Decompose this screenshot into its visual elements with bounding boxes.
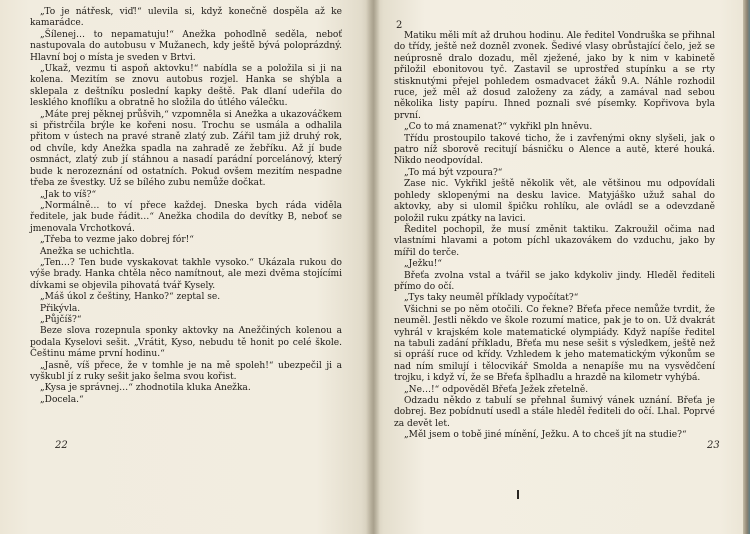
- paragraph: Beze slova rozepnula sponky aktovky na Anežčiných kolenou a podala Kyselovi sešit. „Vrátit, Kyso, nebudu tě honit po celé škole. Češtinu máme první hodinu.“: [30, 326, 342, 360]
- right-page-text: [394, 31, 715, 442]
- page-number-left: 22: [55, 440, 68, 451]
- paragraph: Ředitel pochopil, že musí změnit taktiku. Zakroužil očima nad vlastními hlavami a potom píchl ukazovákem do vzduchu, jako by mířil do terče.: [394, 224, 715, 258]
- paragraph: „Normálně… to ví přece každej. Dneska bych ráda viděla ředitele, jak bude řádit…“ Anežka chodila do devítky B, neboť se jmenovala Vrchotková.: [30, 200, 342, 234]
- paragraph: „Měl jsem o tobě jiné mínění, Ježku. A to chceš jít na studie?“: [404, 430, 687, 441]
- paragraph: Přikývla.: [40, 303, 81, 314]
- paragraph: Břeťa zvolna vstal a tvářil se jako kdykoliv jindy. Hleděl řediteli přímo do očí.: [394, 270, 715, 292]
- page-number-right: 23: [707, 440, 720, 451]
- paragraph: „Ne…!“ odpověděl Břeťa Ježek zřetelně.: [404, 384, 589, 395]
- paragraph: Zase nic. Vykřikl ještě několik vět, ale většinou mu odpovídali pohledy sklopenými na desku lavice. Matyjáško užuž sahal do aktovky, aby si ulomil špičku rohlíku, ale ovládl se a odevzdaně položil ruku zpátky na lavici.: [394, 179, 715, 224]
- paragraph: „Kysa je správnej…“ zhodnotila kluka Anežka.: [40, 383, 251, 394]
- paragraph: „Třeba to vezme jako dobrej fór!“: [40, 235, 194, 246]
- ink-speck: [517, 490, 519, 499]
- left-page-text: [30, 7, 342, 406]
- paragraph: „Ukaž, vezmu ti aspoň aktovku!“ nabídla se a položila si ji na kolena. Mezitím se znovu autobus rozjel. Hanka se shýbla a sklepala z deštníku poslední kapky deště. Pak dlaní udeřila do lesklého knoflíku a obratně ho složila do útlého válečku.: [30, 64, 342, 109]
- paragraph: „To je nátřesk, viď!“ ulevila si, když konečně dospěla až ke kamarádce.: [30, 7, 342, 29]
- paragraph: „Máš úkol z češtiny, Hanko?“ zeptal se.: [40, 292, 221, 303]
- paragraph: „Šílenej… to nepamatuju!“ Anežka pohodlně seděla, neboť nastupovala do autobusu v Mužanech, kdy ještě bývá poloprázdný. Hlavní boj o místa je sveden v Brtvi.: [30, 29, 342, 63]
- paragraph: Třídu prostoupilo takové ticho, že i zavřenými okny slyšeli, jak o patro níž sborově recitují básničku o Alence a autě, které houká. Nikdo neodpovídal.: [394, 133, 715, 167]
- paragraph: „Tys taky neuměl příklady vypočítat?“: [404, 293, 579, 304]
- paragraph: Matiku měli mít až druhou hodinu. Ale ředitel Vondruška se přihnal do třídy, ještě než dozněl zvonek. Šedivé vlasy obrůstající čelo, jež se neúprosně dralo dozadu, měl zježené, jako by k nim v kabinetě přiložil ebonitovou tyč. Zastavil se uprostřed stupínku a se rty stisknutými přejel pohledem osmadvacet žáků 9.A. Náhle rozhodil ruce, jež měl až dosud založeny za zády, a zamával nad sebou několika listy papíru. Ihned poznali své písemky. Kopřivova byla první.: [394, 31, 715, 121]
- paragraph: „To má být vzpoura?“: [404, 167, 503, 178]
- paragraph: „Docela.“: [40, 394, 84, 405]
- paragraph: „Jasně, víš přece, že v tomhle je na mě spoleh!“ ubezpečil ji a vyškubl jí z ruky sešit jako šelma svou kořist.: [30, 360, 342, 382]
- paragraph: „Půjčíš?“: [40, 314, 82, 325]
- paragraph: Odzadu někdo z tabulí se přehnal šumivý vánek uznání. Břeťa je dobrej. Bez pobídnutí usedl a stále hleděl řediteli do očí. Lhal. Poprvé za devět let.: [394, 396, 715, 429]
- paragraph: „Ježku!“: [404, 259, 443, 270]
- paragraph: „Máte prej pěknej průšvih,“ vzpomněla si Anežka a ukazováčkem si přistrčila brýle ke kořeni nosu. Trochu se usmála a odhalila přitom v ústech na pravé straně zlatý zub. Zářil tam již druhý rok, od chvíle, kdy Anežka spadla na zahradě ze žebříku. Až jí bude osmnáct, zlatý zub jí stáhnou a nasadí parádní porcelánový, který bude k nerozeznání od ostatních. Pokud ovšem mezitím nespadne třeba ze švestky. Už se bílého zubu nemůže dočkat.: [30, 109, 342, 189]
- paragraph: Anežka se uchichtla.: [40, 246, 135, 257]
- paragraph: Všichni se po něm otočili. Co řekne? Břeťa přece nemůže tvrdit, že neuměl. Jestli někdo ve škole rozumí matice, pak je to on. Už dvakrát vyhrál v krajském kole matematické olympiády. Když napíše ředitel na tabuli zadání příkladu, Břeťa mu nese sešit s výsledkem, ještě než si opráší ruce od křídy. Vzhledem k jeho matematickým výkonům se nad ním smilují i tělocvikář Smolda a nenapíše mu na vysvědčení trojku, i když ví, že se Břeťa šplhadlu a hrazdě na kilometr vyhýbá.: [394, 304, 715, 384]
- paragraph: „Ten…? Ten bude vyskakovat takhle vysoko.“ Ukázala rukou do výše brady. Hanka chtěla něco namítnout, ale mezi dvěma stojícími dívkami se objevila pihovatá tvář Kysely.: [30, 257, 342, 291]
- right-page: [372, 0, 750, 534]
- book-gutter: [366, 0, 380, 534]
- signature-mark: 2: [396, 20, 403, 31]
- paragraph: „Co to má znamenat?“ vykřikl pln hněvu.: [404, 122, 593, 133]
- left-page: [0, 0, 372, 534]
- paragraph: „Jak to víš?“: [40, 189, 97, 200]
